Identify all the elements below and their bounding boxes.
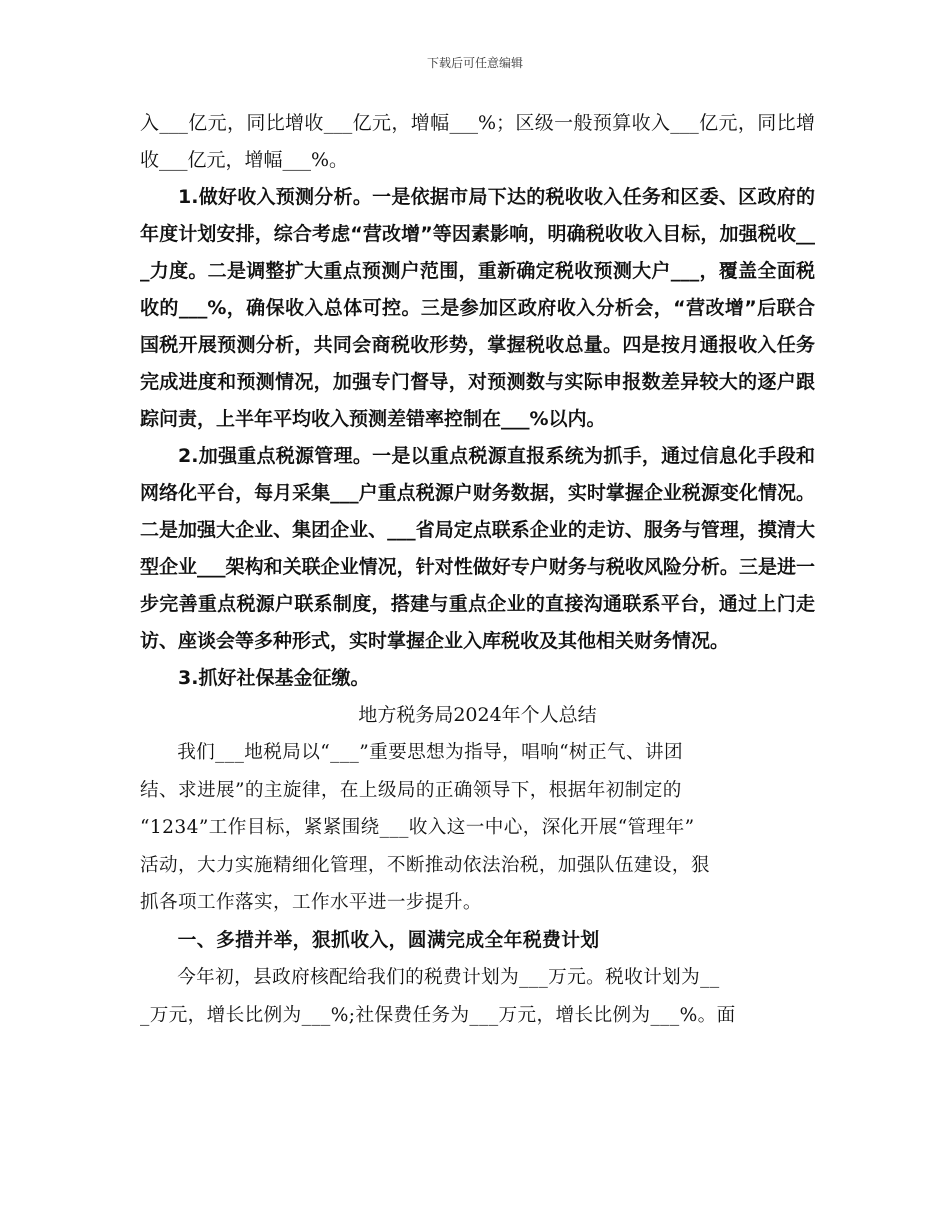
summary-line: 活动，大力实施精细化管理，不断推动依法治税，加强队伍建设，狠 xyxy=(140,854,710,876)
paragraph-key-tax-source: 2.加强重点税源管理。一是以重点税源直报系统为抓手，通过信息化手段和网络化平台，每月采集___户重点税源户财务数据，实时掌握企业税源变化情况。二是加强大企业、集团企业、___省局定点联系企业的走访、服务与管理，摸清大型企业___架构和关联企业情况，针对性做好专户财务与税收风险分析。三是进一步完善重点税源户联系制度，搭建与重点企业的直接沟通联系平台，通过上门走访、座谈会等多种形式，实时掌握企业入库税收及其他相关财务情况。 xyxy=(140,445,815,652)
paragraph-revenue-forecast: 1.做好收入预测分析。一是依据市局下达的税收收入任务和区委、区政府的年度计划安排，综合考虑“营改增”等因素影响，明确税收收入目标，加强税收___力度。二是调整扩大重点预测户范围，重新确定税收预测大户___，覆盖全面税收的___%，确保收入总体可控。三是参加区政府收入分析会，“营改增”后联合国税开展预测分析，共同会商税收形势，掌握税收总量。四是按月通报收入任务完成进度和预测情况，加强专门督导，对预测数与实际申报数差异较大的逐户跟踪问责，上半年平均收入预测差错率控制在___%以内。 xyxy=(140,186,815,430)
summary-line: 结、求进展”的主旋律，在上级局的正确领导下，根据年初制定的 xyxy=(140,779,682,801)
paragraph-social-security: 3.抓好社保基金征缴。 xyxy=(178,667,370,689)
document-title: 地方税务局2024年个人总结 xyxy=(358,704,597,726)
section-heading-1: 一、多措并举，狠抓收入，圆满完成全年税费计划 xyxy=(177,929,600,951)
summary-line: 抓各项工作落实，工作水平进一步提升。 xyxy=(140,892,482,913)
summary-section xyxy=(140,734,815,1034)
plan-line: _万元，增长比例为___%;社保费任务为___万元，增长比例为___%。面 xyxy=(140,1004,736,1026)
summary-line: 我们___地税局以“___”重要思想为指导，唱响“树正气、讲团 xyxy=(177,742,683,763)
plan-line: 今年初，县政府核配给我们的税费计划为___万元。税收计划为__ xyxy=(177,967,720,988)
page-header: 下载后可任意编辑 xyxy=(426,56,523,70)
paragraph-revenue-summary: 入___亿元，同比增收___亿元，增幅___%；区级一般预算收入___亿元，同比增收___亿元，增幅___%。 xyxy=(140,112,815,171)
summary-line: “1234”工作目标，紧紧围绕___收入这一中心，深化开展“管理年” xyxy=(140,817,695,838)
document-body xyxy=(140,105,815,1034)
